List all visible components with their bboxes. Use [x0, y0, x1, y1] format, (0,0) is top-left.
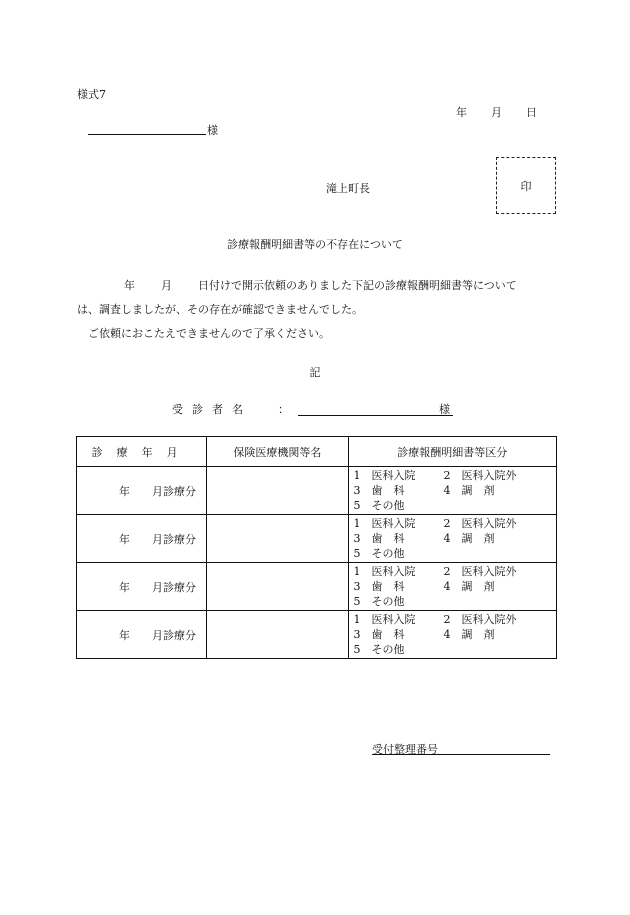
records-table	[76, 436, 557, 659]
category-option[interactable]: 3 歯 科	[353, 580, 405, 593]
row-institution-cell[interactable]	[207, 467, 348, 515]
category-option[interactable]: 3 歯 科	[353, 484, 405, 497]
row-institution-cell[interactable]	[207, 611, 348, 659]
header-date: 診療年月	[77, 437, 207, 467]
body-year: 年	[124, 279, 135, 292]
date-day: 日	[526, 106, 537, 119]
category-option[interactable]: 4 調 剤	[443, 628, 495, 641]
body-month: 月	[161, 279, 172, 292]
row-institution-cell[interactable]	[207, 563, 348, 611]
row-year: 年	[119, 532, 130, 546]
patient-label: 受診者名	[172, 403, 252, 416]
row-date-cell[interactable]	[77, 611, 207, 659]
table-header-row	[77, 437, 557, 467]
date-line	[456, 104, 537, 120]
row-month: 月診療分	[152, 628, 196, 642]
row-institution-cell[interactable]	[207, 515, 348, 563]
category-option[interactable]: 4 調 剤	[443, 532, 495, 545]
row-month: 月診療分	[152, 532, 196, 546]
row-month: 月診療分	[152, 580, 196, 594]
category-option[interactable]: 1 医科入院	[353, 469, 416, 482]
row-category-cell[interactable]	[348, 611, 556, 659]
row-year: 年	[119, 628, 130, 642]
row-date-cell[interactable]	[77, 467, 207, 515]
category-option[interactable]: 2 医科入院外	[443, 565, 517, 578]
category-option[interactable]: 1 医科入院	[353, 613, 416, 626]
category-option[interactable]: 5 その他	[353, 595, 405, 608]
body-line-3: ご依頼におこたえできませんので了承ください。	[88, 327, 330, 340]
table-row	[77, 611, 557, 659]
row-year: 年	[119, 484, 130, 498]
category-option[interactable]: 2 医科入院外	[443, 517, 517, 530]
body-text-1: 日付けで開示依頼のありました下記の診療報酬明細書等について	[198, 279, 517, 292]
form-number: 様式7	[77, 88, 106, 101]
category-option[interactable]: 4 調 剤	[443, 580, 495, 593]
addressee-line	[88, 134, 206, 135]
sender-name: 滝上町長	[326, 182, 370, 195]
row-date-cell[interactable]	[77, 563, 207, 611]
date-year: 年	[456, 106, 467, 119]
ki-heading: 記	[309, 366, 321, 379]
row-category-cell[interactable]	[348, 563, 556, 611]
seal-box	[496, 157, 556, 214]
date-month: 月	[491, 106, 502, 119]
category-option[interactable]: 5 その他	[353, 499, 405, 512]
header-category: 診療報酬明細書等区分	[348, 437, 556, 467]
category-option[interactable]: 4 調 剤	[443, 484, 495, 497]
header-institution: 保険医療機関等名	[207, 437, 348, 467]
table-row	[77, 467, 557, 515]
category-option[interactable]: 5 その他	[353, 643, 405, 656]
table-row	[77, 563, 557, 611]
row-date-cell[interactable]	[77, 515, 207, 563]
row-year: 年	[119, 580, 130, 594]
table-row	[77, 515, 557, 563]
row-category-cell[interactable]	[348, 515, 556, 563]
category-option[interactable]: 2 医科入院外	[443, 469, 517, 482]
category-option[interactable]: 2 医科入院外	[443, 613, 517, 626]
seal-label: 印	[520, 179, 532, 193]
patient-name-line[interactable]	[298, 415, 453, 416]
category-option[interactable]: 5 その他	[353, 547, 405, 560]
receipt-number-line[interactable]	[372, 754, 550, 755]
subject-title: 診療報酬明細書等の不存在について	[227, 238, 403, 251]
body-line-1	[124, 277, 517, 293]
body-line-2: は、調査しましたが、その存在が確認できませんでした。	[77, 303, 363, 316]
category-option[interactable]: 3 歯 科	[353, 628, 405, 641]
category-option[interactable]: 1 医科入院	[353, 565, 416, 578]
category-option[interactable]: 1 医科入院	[353, 517, 416, 530]
row-category-cell[interactable]	[348, 467, 556, 515]
addressee-suffix: 様	[207, 124, 218, 137]
category-option[interactable]: 3 歯 科	[353, 532, 405, 545]
patient-suffix: 様	[439, 403, 450, 416]
patient-colon: ：	[278, 403, 289, 416]
row-month: 月診療分	[152, 484, 196, 498]
receipt-number-label: 受付整理番号	[372, 743, 438, 756]
